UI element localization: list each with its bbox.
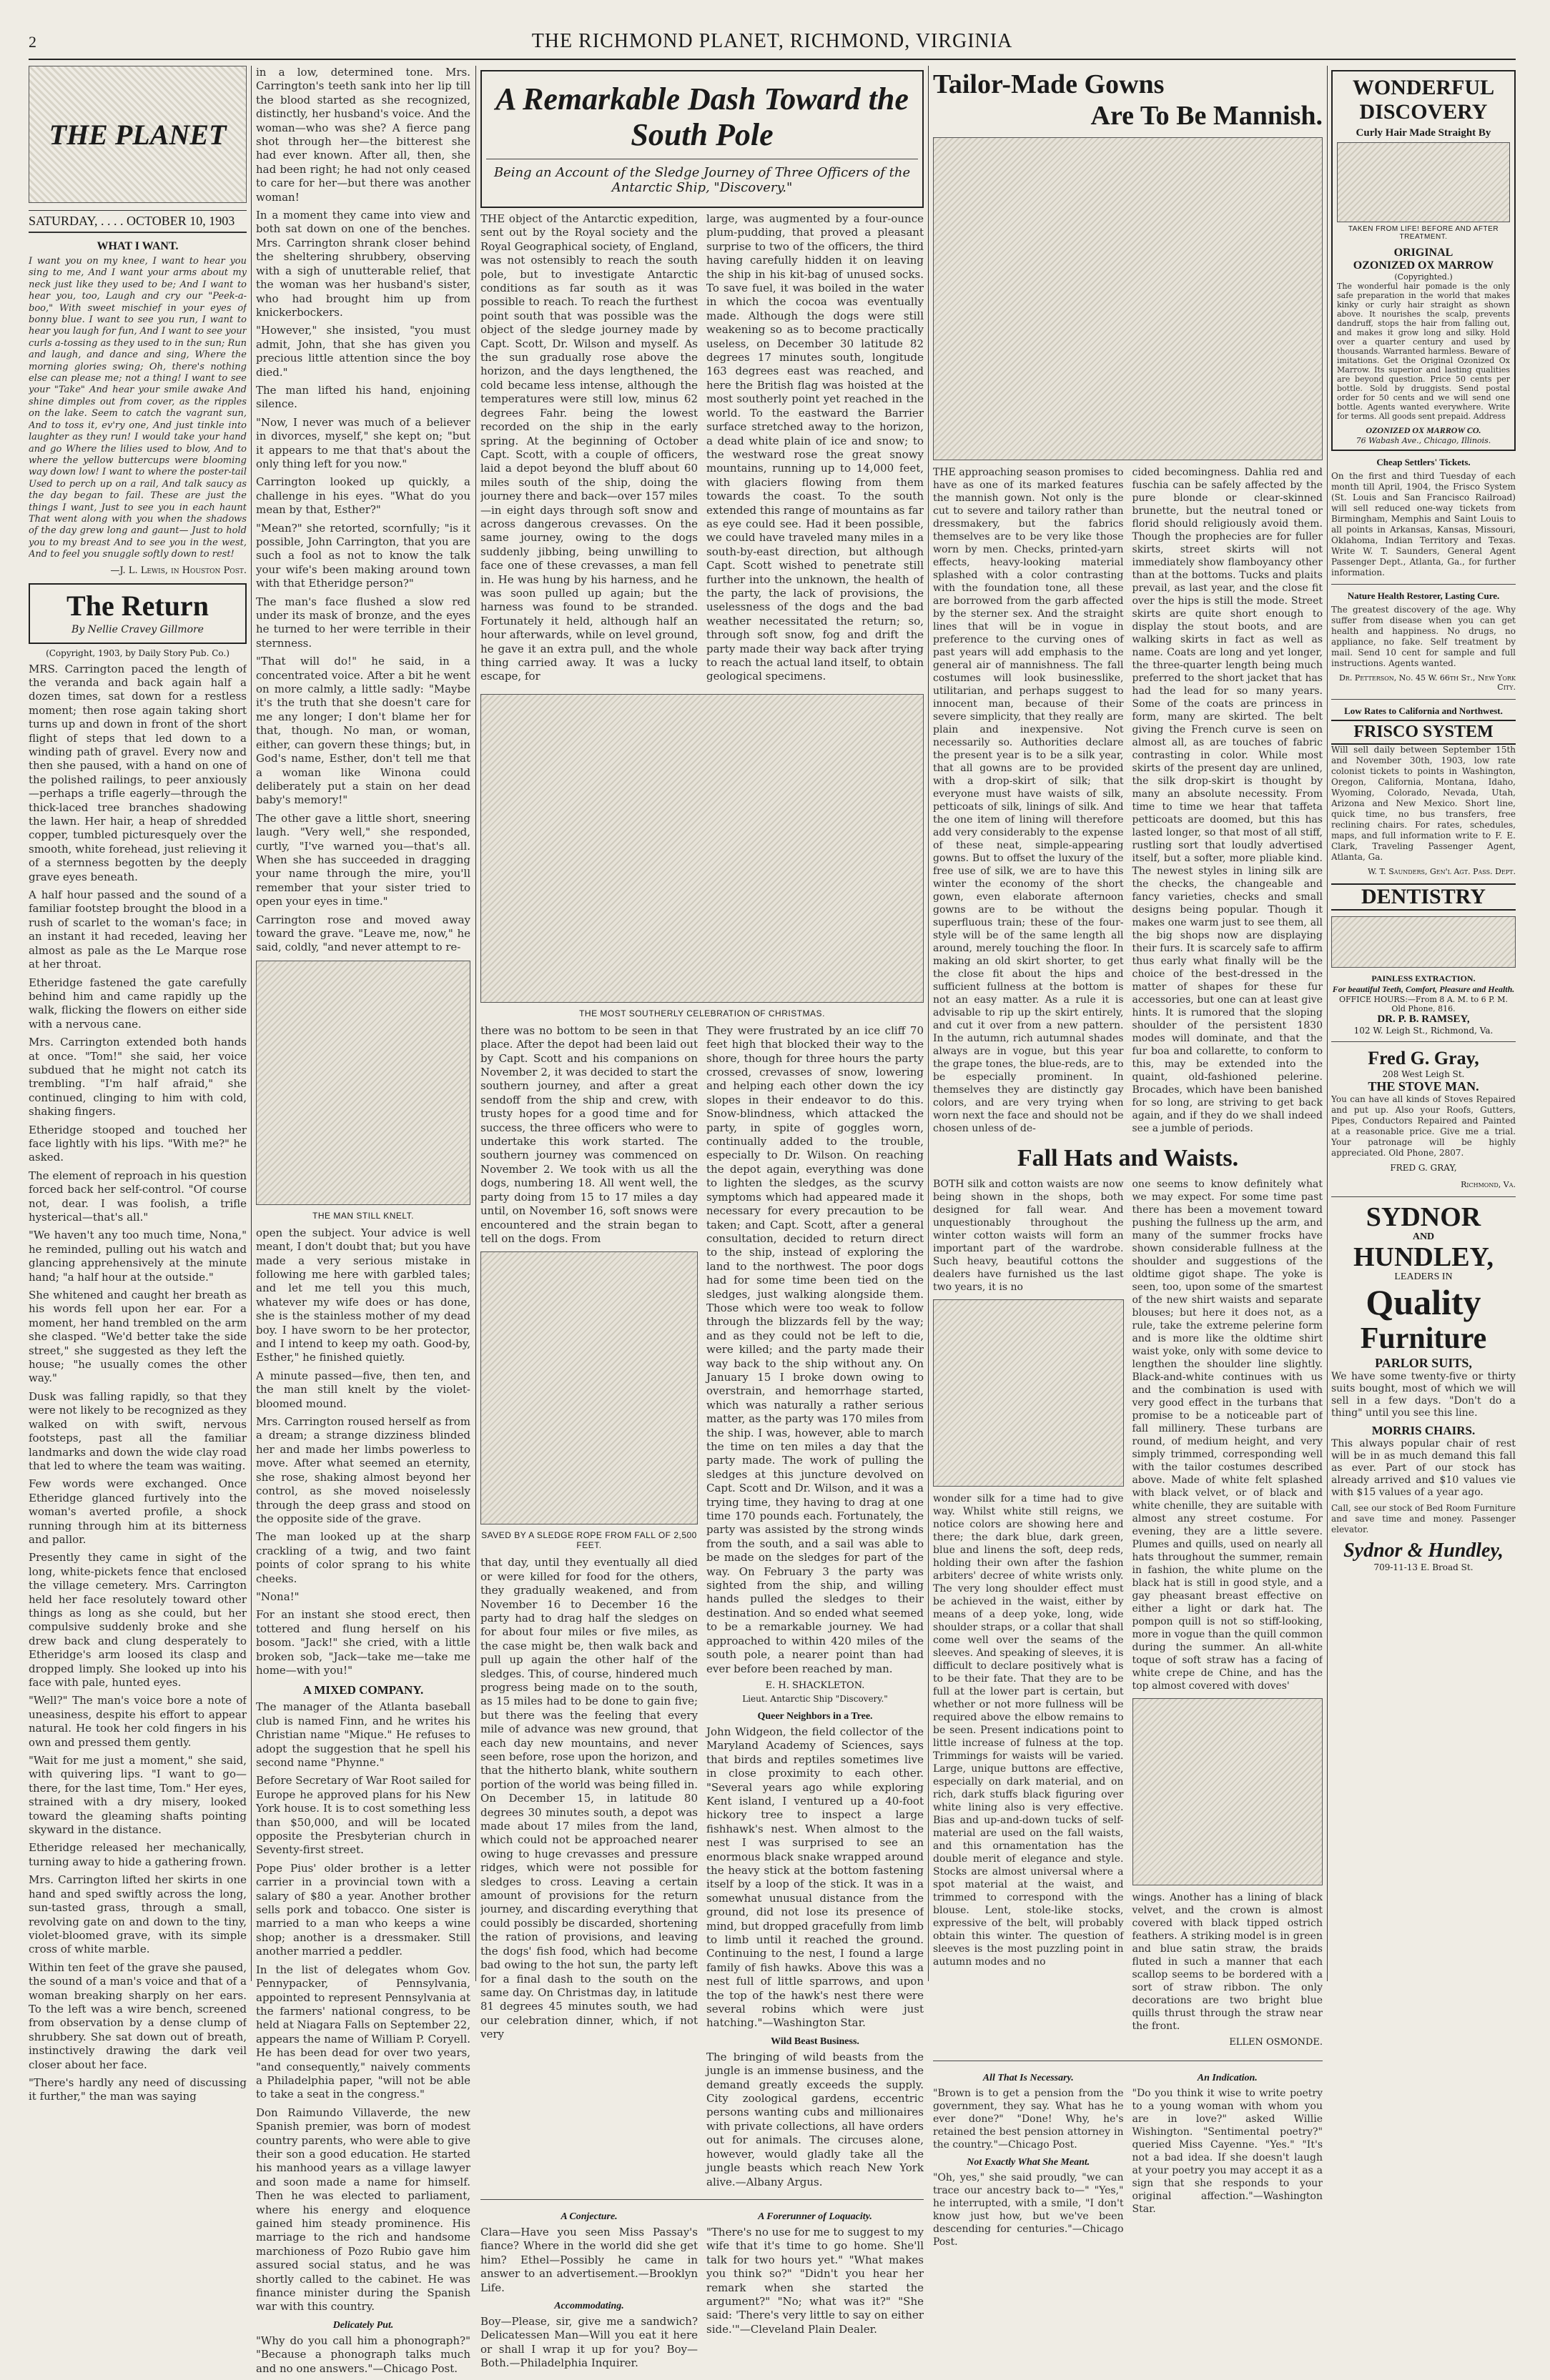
south-pole-article [480, 66, 924, 2375]
south-pole-title-box [480, 70, 924, 208]
story-paragraph: "Wait for me just a moment," she said, with quivering lips. "I want to go—there, for the last time, Tom." Her eyes, strained with a dry misery, looked toward the gleaming shafts pointing skyward in the distance. [29, 1754, 247, 1837]
forerunner-title: A Forerunner of Loquacity. [758, 2211, 872, 2222]
illustration-waist [933, 1299, 1124, 1487]
newspaper-page [29, 29, 1516, 2375]
article-paragraph: The manager of the Atlanta baseball club is named Finn, and he writes his Christian name "Mique." He refuses to adopt the suggestion that he spell his second name "Phynne." [256, 1700, 470, 1769]
article-text: THE object of the Antarctic expedition, sent out by the Royal society and the Royal Geographical society, of England, was not ostensibly to reach the south pole, but to investigate Antarctic conditions as far south as it was possible to reach. To reach the furthest point south that was possible was the object of the sledge journey made by Capt. Scott, Dr. Wilson and myself. As the sun gradually rose above the horizon, and the days lengthened, the cold became less intense, although the temperatures were still low, minus 62 degrees Fahr. being the lowest recorded on the ship in the early spring. At the beginning of October Capt. Scott, with a couple of officers, laid a depot beyond the bluff about 60 miles south of the ship, doing the journey there and back—over 157 miles—in eight days through soft snow and across dangerous crevasses. On the same journey, owing to the dogs suddenly jibbing, being unwilling to face one of these crevasses, a man fell in. He was hung by his harness, and he was soon pulled up again; but the harness was found to be stranded. Fortunately it held, although half an hour afterwards, while on level ground, he gave it an extra pull, and the whole thing carried away. It was a lucky escape, for [480, 212, 698, 683]
story-paragraph: "Now, I never was much of a believer in divorces, myself," she kept on; "but it appears to me that that's about the only thing left for you now." [256, 415, 470, 470]
story-paragraph: The man lifted his hand, enjoining silence. [256, 383, 470, 411]
article-paragraph: Before Secretary of War Root sailed for Europe he approved plans for his New York house. It is to cost something less than $50,000, and will be located opposite the Presbyterian church in Seventy-first street. [256, 1774, 470, 1857]
story-paragraph: in a low, determined tone. Mrs. Carrington's teeth sank into her lip till the blood started as she recognized, distinctly, her husband's voice. And the woman—who was she? A fierce pang shot through her—the bitterest she had ever known. After all, then, she had been right; he had not only ceased to care for her—but there was another woman! [256, 66, 470, 204]
joke-text: "There's no use for me to suggest to my wife that it's time to go home. She'll talk for two hours yet." "What makes you think so?" "Didn't you hear her remark when she started the argument?" "No; what was it?" "She said: 'There's very little to say on either side.'"—Cleveland Plain Dealer. [706, 2225, 924, 2336]
story-paragraph: Few words were exchanged. Once Etheridge glanced furtively into the woman's averted profile, a shock running through him at its bitterness and pallor. [29, 1477, 247, 1546]
story-paragraph: "That will do!" he said, in a concentrated voice. After a bit he went on more calmly, a little sadly: "Maybe it's the truth that she doesn't care for me any longer; I don't blame her for that, though. No man, or woman, either, can govern these things; but, in God's name, Esther, don't tell me that a woman like Winona could deliberately put a stain on her dead baby's memory!" [256, 655, 470, 807]
article-text: The bringing of wild beasts from the jungle is an immense business, and the demand greatly exceeds the supply. City zoological gardens, eccentric persons wanting cubs and millionaires with private collections, all have orders out for animals. The circuses alone, however, would gladly take all the jungle beasts which reach New York alive.—Albany Argus. [706, 2050, 924, 2188]
story-paragraph: Presently they came in sight of the long, white-pickets fence that enclosed the village cemetery. Mrs. Carrington held her face resolutely toward other things as long as she could, but her compulsive suddenly broke and she drew back and clung desperately to Etheridge's arm loosed its clasp and dropped limply. She looked up into his face with pale, hunted eyes. [29, 1551, 247, 1689]
article-text: cided becomingness. Dahlia red and fuschia can be safely affected by the pure blonde or clear-skinned brunette, but the neutral toned or florid should religiously avoid them. Though the prophecies are for fuller skirts, street skirts will not immediately show flamboyancy other than at the bottoms. Tucks and plaits prevail, as last year, and the close fit over the hips is still the mode. Street skirts are quite short enough to display the stout boots, and are walking skirts in fact as well as name. Coats are long and yet longer, the three-quarter length being much preferred to the short jacket that has had the lead for so many years. Some of the coats are princess in form, many are skirted. The belt giving the French curve is seen on almost all, as are touches of fabric contrasting in color. While most skirts of the present day are unlined, the silk drop-skirt is thought by many an absolute necessity. From time to time we hear that taffeta petticoats are doomed, but this has lasted longer, so that most of all stiff, rustling sort that loudly advertised itself, but a softer, more pliable kind. The newest styles in lining silk are the checks, the changeable and fancy varieties, checks and small designs being popular. Though it makes one warm just to see them, all the big shops now are displaying their furs. It is scarcely safe to affirm thus early what finally will be the choice of the best-dressed in the matter of shapes for these fur accessories, but one can at least give hints. It is rumored that the sloping shoulder of the persistent 1830 modes will dominate, and that the fur boa and collarette, to conform to this, may be extended into the quaint, old-fashioned pelerine. Brocades, which have been banished for so long, are striving to get back again, and if they do we shall indeed see a jumble of periods. [1132, 467, 1323, 1134]
illustration-before-after [1337, 142, 1510, 222]
figure-caption: SAVED BY A SLEDGE ROPE FROM FALL OF 2,500 FEET. [481, 1530, 697, 1551]
article-paragraph: In the list of delegates whom Gov. Pennypacker, of Pennsylvania, appointed to represent Pennsylvania at the farmers' national congress, to be held at Niagara Falls on September 22, appears the name of William P. Coryell. He has been dead for over two years, "and consequently," naively comments a Philadelphia paper, "will not be able to take a seat in the congress." [256, 1963, 470, 2101]
illustration-man-knelt [256, 961, 470, 1205]
article-text: THE approaching season promises to have as one of its marked features the mannish gown. Not only is the cut to severe and tailory rather than dressmakery, but the fabrics themselves are to be very like those worn by men. Checks, printed-yarn effects, heavy-looking material splashed with a color contrasting with the foundation tone, all these are borrowed from the garb affected by the sterner sex. And the straight lines that will be in vogue in preference to the curving ones of past years will add emphasis to the general air of mannishness. The fall costumes will look businesslike, utilitarian, and perhaps suggest to innocent man, because of their severe simplicity, that they really are plain and inexpensive. Not necessarily so. Authorities declare the present year is to be a silk year, that all gowns are to be provided with a drop-skirt of silk; that everyone must have waists of silk, petticoats of silk, linings of silk. And the one item of lining will therefore add very considerably to the expense of these neat, simple-appearing gowns. But to offset the luxury of the free use of silk, we are to have this winter the economy of the short gown, even elaborate afternoon gowns are to be without the superfluous train; these of the four-style will be of the same length all around, merely touching the floor. In making an old skirt shorter, to get the close fit about the hips and sufficient fullness at the bottom is not an easy matter. As a rule it is advisable to rip up the skirt entirely, and cut it over from a new pattern. In the autumn, rich autumnal shades always are in vogue, but this year the grape tones, the blue-reds, are to be especially prominent. In themselves they are distinctly gay colors, and are very trying when worn next the face and should not be chosen unless of de- [933, 467, 1124, 1134]
fashion-section [933, 66, 1323, 2253]
story-paragraph: Mrs. Carrington lifted her skirts in one hand and sped swiftly across the long, sun-tasted grass, through a small, revolving gate on and down to the tiny, violet-bloomed grave, with its simple cross of white marble. [29, 1873, 247, 1956]
figure-caption: THE MAN STILL KNELT. [312, 1210, 415, 1221]
ad-frisco-title: Low Rates to California and Northwest. [1344, 705, 1503, 716]
story-paragraph: open the subject. Your advice is well meant, I don't doubt that; but you have made a very serious mistake in following me here with garbled tales; and let me tell you this much, whatever my wife does or has done, she is the stainless mother of my dead boy. I have sworn to be her protector, and I intend to keep my oath. Good-by, Esther," he finished quietly. [256, 1226, 470, 1364]
wild-title: Wild Beast Business. [771, 2036, 859, 2047]
notexactly-title: Not Exactly What She Meant. [967, 2157, 1090, 2168]
article-text: John Widgeon, the field collector of the Maryland Academy of Sciences, says that birds and reptiles sometimes live in close proximity to each other. "Several years ago while exploring Kent island, I ventured up a 40-foot hickory tree to inspect a large fishhawk's nest. When almost to the nest I was surprised to see an enormous black snake wrapped around the heavy stick at the bottom fastening itself by a loop of the stick. It was in a somewhat unusual distance from the ground, did not lose its presence of mind, but dropped gracefully from limb to limb until it reached the ground. Continuing to the nest, I found a large family of fish hawks. Above this was a nest full of little sparrows, and upon the top of the hawk's nest there were several robins which were just hatching."—Washington Star. [706, 1725, 924, 2030]
ad-wonderful-discovery: WONDERFUL DISCOVERY Curly Hair Made Straight By TAKEN FROM LIFE! BEFORE AND AFTER TREATMENT. ORIGINAL OZONIZED OX MARROW (Copyrighted.) The wonderful hair pomade is the only safe preparation in the world that makes kinky or curly hair straight as shown above. It nourishes the scalp, prevents dandruff, stops the hair from falling out, and makes it grow long and silky. Hold over a quarter century and used by thousands. Warranted harmless. Beware of imitations. Get the Original Ozonized Ox Marrow. Its superior and lasting qualities are beyond question. Price 50 cents per bottle. Sold by druggists. Send postal order for 50 cents and we will send one bottle. Agents wanted everywhere. Write for terms. All goods sent prepaid. Address OZONIZED OX MARROW CO. 76 Wabash Ave., Chicago, Illinois. [1331, 70, 1516, 451]
story-paragraph: "However," she insisted, "you must admit, John, that she has given you precious little attention since the boy died." [256, 324, 470, 379]
joke-text: "Brown is to get a pension from the government, they say. What has he ever done?" "Done! Why, he's retained the best pension attorney in the country."—Chicago Post. [933, 2088, 1124, 2151]
dateline: SATURDAY, . . . . OCTOBER 10, 1903 [29, 210, 247, 233]
story-paragraph: Carrington looked up quickly, a challenge in his eyes. "What do you mean by that, Esther?" [256, 475, 470, 517]
two-column-block [933, 1178, 1323, 2055]
story-paragraph: "Nona!" [256, 1590, 300, 1603]
story-copyright: (Copyright, 1903, by Daily Story Pub. Co.) [46, 648, 229, 658]
queer-title: Queer Neighbors in a Tree. [757, 1710, 873, 1722]
story-paragraph: "Mean?" she retorted, scornfully; "is it possible, John Carrington, that you are such a fool as not to know the talk your wife's been making around town with that Etheridge person?" [256, 521, 470, 590]
article-text: large, was augmented by a four-ounce plum-pudding, that proved a pleasant surprise to two of the officers, the third having carefully hidden it on leaving the ship in his kit-bag of unused socks. To save fuel, it was boiled in the water in which the cocoa was eventually made. Although the dogs were still weakening so as to become practically useless, on December 30 latitude 82 degrees 17 minutes south, longitude 163 degrees east was reached, and here the British flag was hoisted at the most southerly point yet reached in the world. To the eastward the Barrier surface stretched away to the horizon, a dead white plain of ice and snow; to the westward rose the great snowy mountains, running up to 14,000 feet, with glaciers flowing from them towards the coast. To the south extended this range of mountains as far as eye could see. Had it been possible, we could have traveled many miles in a south-by-east direction, but although Capt. Scott wished to penetrate still further into the unknown, the health of the party, the lack of provisions, the uselessness of the dogs and the bad weather necessitated the return; so, through soft snow, fog and drift the party made their way back after trying to reach the actual land itself, to obtain geological specimens. [706, 212, 924, 683]
joke-text: "Why do you call him a phonograph?" "Because a phonograph talks much and no one answers."—Chicago Post. [256, 2334, 470, 2375]
illustration-teeth [1331, 916, 1516, 968]
column-rule [928, 66, 929, 1981]
masthead [29, 29, 1516, 60]
story-paragraph: Etheridge stooped and touched her face lightly with his lips. "With me?" he asked. [29, 1123, 247, 1164]
two-column-block [480, 2206, 924, 2375]
advertisements-column: WONDERFUL DISCOVERY Curly Hair Made Straight By TAKEN FROM LIFE! BEFORE AND AFTER TREATMENT. ORIGINAL OZONIZED OX MARROW (Copyrighted.) The wonderful hair pomade is the only safe preparation in the world that makes kinky or curly hair straight as shown above. It nourishes the scalp, prevents dandruff, stops the hair from falling out, and makes it grow long and silky. Hold over a quarter century and used by thousands. Warranted harmless. Beware of imitations. Get the Original Ozonized Ox Marrow. Its superior and lasting qualities are beyond question. Price 50 cents per bottle. Sold by druggists. Send postal order for 50 cents and we will send one bottle. Agents wanted everywhere. Write for terms. All goods sent prepaid. Address OZONIZED OX MARROW CO. 76 Wabash Ave., Chicago, Illinois. Cheap Settlers' Tickets. On the first and third Tuesday of each month till April, 1904, the Frisco System (St. Louis and San Francisco Railroad) will sell reduced one-way tickets from Birmingham, Memphis and Saint Louis to all points in Arkansas, Kansas, Missouri, Oklahoma, Indian Territory and Texas. Write W. T. Saunders, General Agent Passenger Dept., Atlanta, Ga., for further information. Nature Health Restorer, Lasting Cure. The greatest discovery of the age. Why suffer from disease when you can get health and happiness. No drugs, no appliance, no fake. Self treatment by mail. Send 10 cent for sample and full instructions. Agents wanted. Dr. Petterson, No. 45 W. 66th St., New York City. Low Rates to California and Northwest. FRISCO SYSTEM Will sell daily between September 15th and November 30th, 1903, low rate colonist tickets to points in Washington, Oregon, California, Montana, Idaho, Wyoming, Colorado, Nevada, Utah, Arizona and New Mexico. Short line, quick time, no bus transfers, free reclining chairs. For rates, schedules, maps, and full information write to F. E. Clark, Traveling Passenger Agent, Atlanta, Ga. W. T. Saunders, Gen'l Agt. Pass. Dept. DENTISTRY PAINLESS EXTRACTION. For beautiful Teeth, Comfort, Pleasure and Health. OFFICE HOURS:—From 8 A. M. to 6 P. M. Old Phone, 816. DR. P. B. RAMSEY, 102 W. Leigh St., Richmond, Va. Fred G. Gray, 208 West Leigh St. THE STOVE MAN. You can have all kinds of Stoves Repaired and put up. Also your Roofs, Gutters, Pipes, Conductors Repaired and Painted at a reasonable price. Give me a trial. Your patronage will be highly appreciated. Old Phone, 2807. FRED G. GRAY, Richmond, Va. SYDNOR AND HUNDLEY, LEADERS IN Quality Furniture PARLOR SUITS, We have some twenty-five or thirty suits bought, most of which we will sell in a few days. "Don't do a thing" until you see this line. MORRIS CHAIRS. This always popular chair of rest will be in as much demand this fall as ever. Part of our stock has already arrived and $10 values vie with $15 values of a year ago. Call, see our stock of Bed Room Furniture and save time and money. Passenger elevator. Sydnor & Hundley, 709-11-13 E. Broad St. [1331, 66, 1516, 1572]
article-text: They were frustrated by an ice cliff 70 feet high that blocked their way to the shore, though for three hours the party crossed, crevasses of snow, lowering and helping each other down the icy slopes in their endeavor to do this. Snow-blindness, which attacked the party, in spite of goggles worn, continually added to the trouble, especially to Dr. Wilson. On reaching the depot again, everything was done to lighten the sledges, as the scurvy symptoms which had appeared made it necessary for every precaution to be taken; and Capt. Scott, after a general consultation, decided to return direct to the ship, instead of exploring the land to the northwest. The poor dogs had for some time been tied on the sledges, just walking alongside them. Those which were too weak to follow through the blizzards fell by the way; and as they could not be left to die, were killed; and the party made their way back to the ship without any. On January 15 I broke down owing to overstrain, and hemorrhage started, which was naturally a rather serious matter, as the party was 170 miles from the ship. I was, however, able to march the time on ten miles a day that the party made. The work of pulling the sledges at this juncture devolved on Capt. Scott and Dr. Wilson, and it was a trying time, they having to drag at one time 170 pounds each. Fortunately, the party was assisted by the strong winds from the south, and a sail was able to be made on the sledges for part of the way. On February 3 the party was sighted from the ship, and willing hands pulled the sledges to their destination. And so ended what seemed to be a remarkable journey. We had approached to within 420 miles of the south pole, a nearer point than had ever before been reached by man. [706, 1023, 924, 1675]
illustration-hat [1132, 1698, 1323, 1885]
mixed-company-title: A MIXED COMPANY. [302, 1683, 424, 1697]
ad-nature-title: Nature Health Restorer, Lasting Cure. [1347, 590, 1500, 601]
article-text: that day, until they eventually all died or were killed for food for the others, they gradually weakened, and from November 16 to December 16 the party had to drag half the sledges on for about four miles or five miles, as the case might be, then walk back and pull up again the other half of the sledges. This, of course, hindered much progress being made on to the south, as 15 miles had to be done to gain five; but there was the feeling that every mile of advance was new ground, that each day new mountains, and never seen before, rose upon the horizon, and that the hitherto blank, white southern portion of the world was being filled in. On December 15, in latitude 80 degrees 30 minutes south, a depot was made about 17 miles from the land, which could not be approached nearer owing to huge crevasses and pressure ridges, which were not possible for sledges to cross. Leaving a certain amount of provisions for the return journey, and discarding everything that could possibly be discarded, shortening the ration of provisions, and leaving the dogs' fish food, which had become bad owing to the hot sun, the party left for a final dash to the south on the same day. On Christmas day, in latitude 81 degrees 45 minutes south, we had our celebration dinner, which, if not very [480, 1556, 698, 2041]
indication-title: An Indication. [1197, 2073, 1258, 2083]
story-paragraph: Mrs. Carrington extended both hands at once. "Tom!" she said, her voice subdued that he might not catch its trembling. "I'm half afraid," she continued, clinging to him with cold, shaking fingers. [29, 1036, 247, 1119]
story-paragraph: Carrington rose and moved away toward the grave. "Leave me, now," he said, coldly, "and never attempt to re- [256, 913, 470, 954]
two-column-block [933, 466, 1323, 1139]
poem-text: I want you on my knee, I want to hear you sing to me, And I want your arms about my neck just like they used to be; And I want to hear you, too, Laugh and cry our "Peek-a-boo," With sweet mischief in your eyes of bonny blue. I want to see you run, I want to hear you laugh for fun, And I want to see your curls a-tossing as they used to in the sun; Run and laugh, and dance and sing, Where the morning glories swing; Oh, there's nothing else can please me; not a thing! I want to see your "Take" And hear your smile awake And shine dimples out from cover, as the ripples on the lake. Seem to catch the vagrant sun, And to toss it, ev'ry one, And just tinkle into laughter as they run! I would take your hand and go Where the lilies used to blow, And to where the yellow buttercups were blooming way down low! I want to where the poster-tail Used to perch up on a rail, And talk saucy as the day began to fail. These are just the things I want, Just to see you in each haunt That went along with you when the shadows of the day grew long and gaunt— Just to hold you to my breast And to see you in the west, And to feel you snuggle softly down to rest! [29, 256, 247, 560]
story-paragraph: "Well?" The man's voice bore a note of uneasiness, despite his effort to appear natural. He took her cold fingers in his own and pressed them gently. [29, 1694, 247, 1749]
article-text: BOTH silk and cotton waists are now being shown in the shops, both designed for fall wear. And unquestionably throughout the winter cotton waists will form an important part of the wardrobe. Such heavy, beautiful cottons the dealers have furnished us the last two years, it is no [933, 1179, 1124, 1293]
article-paragraph: Pope Pius' older brother is a letter carrier in a provincial town with a salary of $80 a year. Another brother sells pork and tobacco. One sister is married to a man who keeps a wine shop; another is a dressmaker. Still another married a peddler. [256, 1861, 470, 1958]
ad-sydnor-hundley: SYDNOR AND HUNDLEY, LEADERS IN Quality Furniture PARLOR SUITS, We have some twenty-five or thirty suits bought, most of which we will sell in a few days. "Don't do a thing" until you see this line. MORRIS CHAIRS. This always popular chair of rest will be in as much demand this fall as ever. Part of our stock has already arrived and $10 values vie with $15 values of a year ago. Call, see our stock of Bed Room Furniture and save time and money. Passenger elevator. Sydnor & Hundley, 709-11-13 E. Broad St. [1331, 1202, 1516, 1572]
poem-title: WHAT I WANT. [97, 240, 179, 252]
story-paragraph: A minute passed—five, then ten, and the man still knelt by the violet-bloomed mound. [256, 1369, 470, 1410]
illustration-christmas [480, 694, 924, 1003]
story-paragraph: Dusk was falling rapidly, so that they were not likely to be recognized as they walked on with swift, nervous footsteps, past all the familiar landmarks and down the wide clay road that led to where the team was waiting. [29, 1389, 247, 1472]
joke-text: "Do you think it wise to write poetry to a young woman with whom you are in love?" asked Willie Wishington. "Sentimental poetry?" queried Miss Cayenne. "Yes." "It's not a bad idea. If she doesn't laugh at your poetry you may accept it as a sign that she responds to your original affection."—Washington Star. [1132, 2088, 1323, 2215]
author-signature: ELLEN OSMONDE. [1229, 2037, 1323, 2048]
article-paragraph: Don Raimundo Villaverde, the new Spanish premier, was born of modest country parents, who were able to give their son a good education. He started his manhood years as a village lawyer and soon made a name for himself. Then he was elected to parliament, where his energy and eloquence gained him steady prominence. His marriage to the rich and handsome marchioness of Pozo Rubio gave him assured social status, and he was shortly called to the cabinet. He was finance minister during the Spanish war with this country. [256, 2106, 470, 2314]
masthead-title: THE RICHMOND PLANET, RICHMOND, VIRGINIA [531, 30, 1013, 52]
column-rule [251, 66, 252, 1981]
author-title: Lieut. Antarctic Ship "Discovery." [742, 1693, 888, 1704]
story-paragraph: In a moment they came into view and both sat down on one of the benches. Mrs. Carrington shrank closer behind the sheltering shrubbery, observing with a sigh of unutterable relief, that the woman was her husband's sister, who had brought him up from knickerbockers. [256, 209, 470, 319]
illustration-tailor-gowns [933, 137, 1323, 460]
article-text: wings. Another has a lining of black velvet, and the crown is almost covered with black tipped ostrich feathers. A striking model is in green and blue satin straw, the braids fluted in such a manner that each scallop seems to be bordered with a sort of straw ribbon. The only decorations are two bright blue quills thrust through the straw near the front. [1132, 1892, 1323, 2032]
story-paragraph: Etheridge fastened the gate carefully behind him and came rapidly up the walk, flicking the flowers on either side with a nervous cane. [29, 976, 247, 1031]
ad-fred-gray: Fred G. Gray, [1368, 1048, 1479, 1068]
article-text: there was no bottom to be seen in that place. After the depot had been laid out by Capt. Scott and his companions on November 2, it was decided to start the southern journey, and after a great sendoff from the ship and crew, with trusty hopes for a good time and for success, the three officers who were to undertake this work started. The southern journey was commenced on November 2. We took with us all the dogs, numbering 18. All went well, the party doing from 15 to 17 miles a day until, on November 16, soft snows were encountered and the strain began to tell on the dogs. From [480, 1023, 698, 1245]
accommodating-title: Accommodating. [554, 2300, 624, 2311]
story-paragraph: A half hour passed and the sound of a familiar footstep brought the blood in a rush of scarlet to the woman's face; in an instant it had receded, leaving her almost as pale as the Le Marque rose at her throat. [29, 888, 247, 971]
page-number: 2 [29, 33, 36, 51]
joke-title: Delicately Put. [332, 2319, 394, 2331]
article-subhead: Being an Account of the Sledge Journey of Three Officers of the Antarctic Ship, "Discovery." [493, 165, 911, 195]
story-paragraph: The element of reproach in his question forced back her self-control. "Of course not, dear. I was foolish, a trifle hysterical—that's all." [29, 1169, 247, 1224]
illustration-sledge-rope [480, 1251, 698, 1524]
story-paragraph: MRS. Carrington paced the length of the veranda and back again half a dozen times, sat down for a restless moment; then rose again taking short turns up and down in front of the short flight of steps that led down to a winding path of gravel. Every now and then she paused, with a hand on one of the polished railings, to peer anxiously—perhaps a trifle eagerly—through the thick-laced tree branches shadowing the lawn. Her hair, a heap of shredded copper, tumbled picturesquely over the smooth, white forehead, just relieving it of a sternness begotten by the deeply grave eyes beneath. [29, 662, 247, 883]
author-signature: E. H. SHACKLETON. [765, 1680, 865, 1691]
hats-title: Fall Hats and Waists. [1017, 1145, 1239, 1171]
tailor-title: Tailor-Made Gowns Are To Be Mannish. [933, 69, 1323, 131]
story-paragraph: The man's face flushed a slow red under its mask of bronze, and the eyes he turned to her were terrible in their sternness. [256, 595, 470, 650]
article-text: one seems to know definitely what we may expect. For some time past there has been a movement toward pushing the fullness up the arm, and many of the summer frocks have shown considerable fullness at the shoulder and suggestions of the oldtime gigot shape. The yoke is seen, too, upon some of the smartest of the new shirt waists and separate blouses; but here it does not, as a rule, take the extreme pelerine form and is more like the oldtime shirt waist yoke, only with some device to lengthen the shoulder line slightly. Black-and-white continues with us and the combination is used with very good effect in the turbans that promise to be a noticeable part of fall millinery. These turbans are round, of medium height, and very simply trimmed, corresponding well with the tailor costumes described above. Made of white felt splashed with black velvet, or of black and white chenille, they are suitable with almost any street costume. For evening, they are a little severe. Plumes and quills, used on nearly all hats throughout the summer, remain in fashion, the white plume on the black hat is still in good style, and a gay pheasant breast effective on either a light or dark hat. The pompon quill is not so stiff-looking, more in vogue than the quill common during the summer. An all-white toque of soft straw has a facing of white crepe de Chine, and has the top almost covered with doves' [1132, 1179, 1323, 1692]
story-paragraph: She whitened and caught her breath as his words fell upon her ear. For a moment, her hand trembled on the arm she clasped. "We'd better take the side street," she suggested as they left the house; "he usually comes the other way." [29, 1289, 247, 1385]
necessary-title: All That Is Necessary. [982, 2073, 1074, 2083]
article-title: A Remarkable Dash Toward the South Pole [495, 81, 909, 152]
story-paragraph: Etheridge released her mechanically, turning away to hide a gathering frown. [29, 1841, 247, 1868]
story-byline: By Nellie Cravey Gillmore [71, 623, 204, 635]
column-rule [1327, 66, 1328, 1981]
story-title-box [29, 583, 247, 644]
column-rule [475, 66, 476, 1981]
story-title: The Return [66, 589, 209, 622]
joke-text: Clara—Have you seen Miss Passay's fiance? Where in the world did she get him? Ethel—Possibly he came in answer to an advertisement.—Brooklyn Life. [480, 2225, 698, 2294]
article-text: wonder silk for a time had to give way. Whilst white still reigns, we notice colors are showing here and there; the dark blue, dark green, blue and linens the soft, deep reds, holding their own after the fashion arbiters' decree of white wrists only. The very long shoulder effect must be achieved in the waist, either by means of a deep yoke, long, wide shoulder straps, or a collar that shall come well over the seams of the sleeves. And speaking of sleeves, it is difficult to declare positively what is to be their fate. That they are to be full at the lower part is certain, but whether or not more fullness will be required above the elbow remains to be seen. Present indications point to little increase of fulness at the top. Trimmings for waists will be varied. Large, unique buttons are effective, especially on dark material, and on rich, dark stuffs black figuring over white lining also is very effective. Bias and up-and-down tucks of self-material are used on the fall waists, and this ornamentation has the double merit of elegance and style. Stocks are almost universal where a spot material at the waist, and trimmed to correspond with the blouse. Lent, stole-like stocks, expressive of the belt, will probably obtain this winter. The question of sleeves is the most puzzling point in autumn modes and no [933, 1493, 1124, 1968]
story-paragraph: The man looked up at the sharp crackling of a twig, and two faint points of color sprang to his white cheeks. [256, 1530, 470, 1585]
two-column-block [480, 212, 924, 688]
two-column-block [933, 2067, 1323, 2253]
poem-signature: —J. L. Lewis, in Houston Post. [110, 565, 247, 576]
ad-settlers-title: Cheap Settlers' Tickets. [1376, 457, 1471, 467]
story-paragraph: "We haven't any too much time, Nona," he reminded, pulling out his watch and glancing apprehensively at the minute hand; "a half hour at the outside." [29, 1229, 247, 1284]
story-paragraph: The other gave a little short, sneering laugh. "Very well," she responded, curtly, "I've warned you—that's all. When she has succeeded in dragging your name through the mire, you'll remember that your sister tried to open your eyes in time." [256, 811, 470, 908]
joke-text: Boy—Please, sir, give me a sandwich? Delicatessen Man—Will you eat it here or shall I wrap it up for you? Boy—Both.—Philadelphia Inquirer. [480, 2314, 698, 2370]
figure-caption: THE MOST SOUTHERLY CELEBRATION OF CHRISTMAS. [579, 1008, 825, 1018]
conjecture-title: A Conjecture. [561, 2211, 618, 2222]
column-2 [256, 66, 470, 2380]
story-paragraph: "There's hardly any need of discussing it further," the man was saying [29, 2076, 247, 2103]
planet-logo: THE PLANET [29, 66, 247, 203]
column-1 [29, 66, 247, 2108]
joke-text: "Oh, yes," she said proudly, "we can trace our ancestry back to—" "Yes," he interrupted, with a smile, "I don't know just how, but we've been descending for centuries."—Chicago Post. [933, 2172, 1124, 2248]
story-paragraph: Within ten feet of the grave she paused, the sound of a man's voice and that of a woman breaking sharply on her ears. To the left was a wire bench, screened from observation by a dense clump of shrubbery. She sat down out of breath, instinctively drawing the dark veil closer about her face. [29, 1960, 247, 2071]
story-paragraph: For an instant she stood erect, then tottered and flung herself on his bosom. "Jack!" she cried, with a little broken sob, "Jack—take me—take me home—with you!" [256, 1608, 470, 1677]
ad-dentistry: DENTISTRY [1331, 883, 1516, 911]
two-column-block [480, 1024, 924, 2193]
story-paragraph: Mrs. Carrington roused herself as from a dream; a strange dizziness blinded her and made her limbs powerless to move. After what seemed an eternity, she rose, shaking almost beyond her control, as she moved noiselessly through the deep grass and stood on the opposite side of the grave. [256, 1415, 470, 1525]
